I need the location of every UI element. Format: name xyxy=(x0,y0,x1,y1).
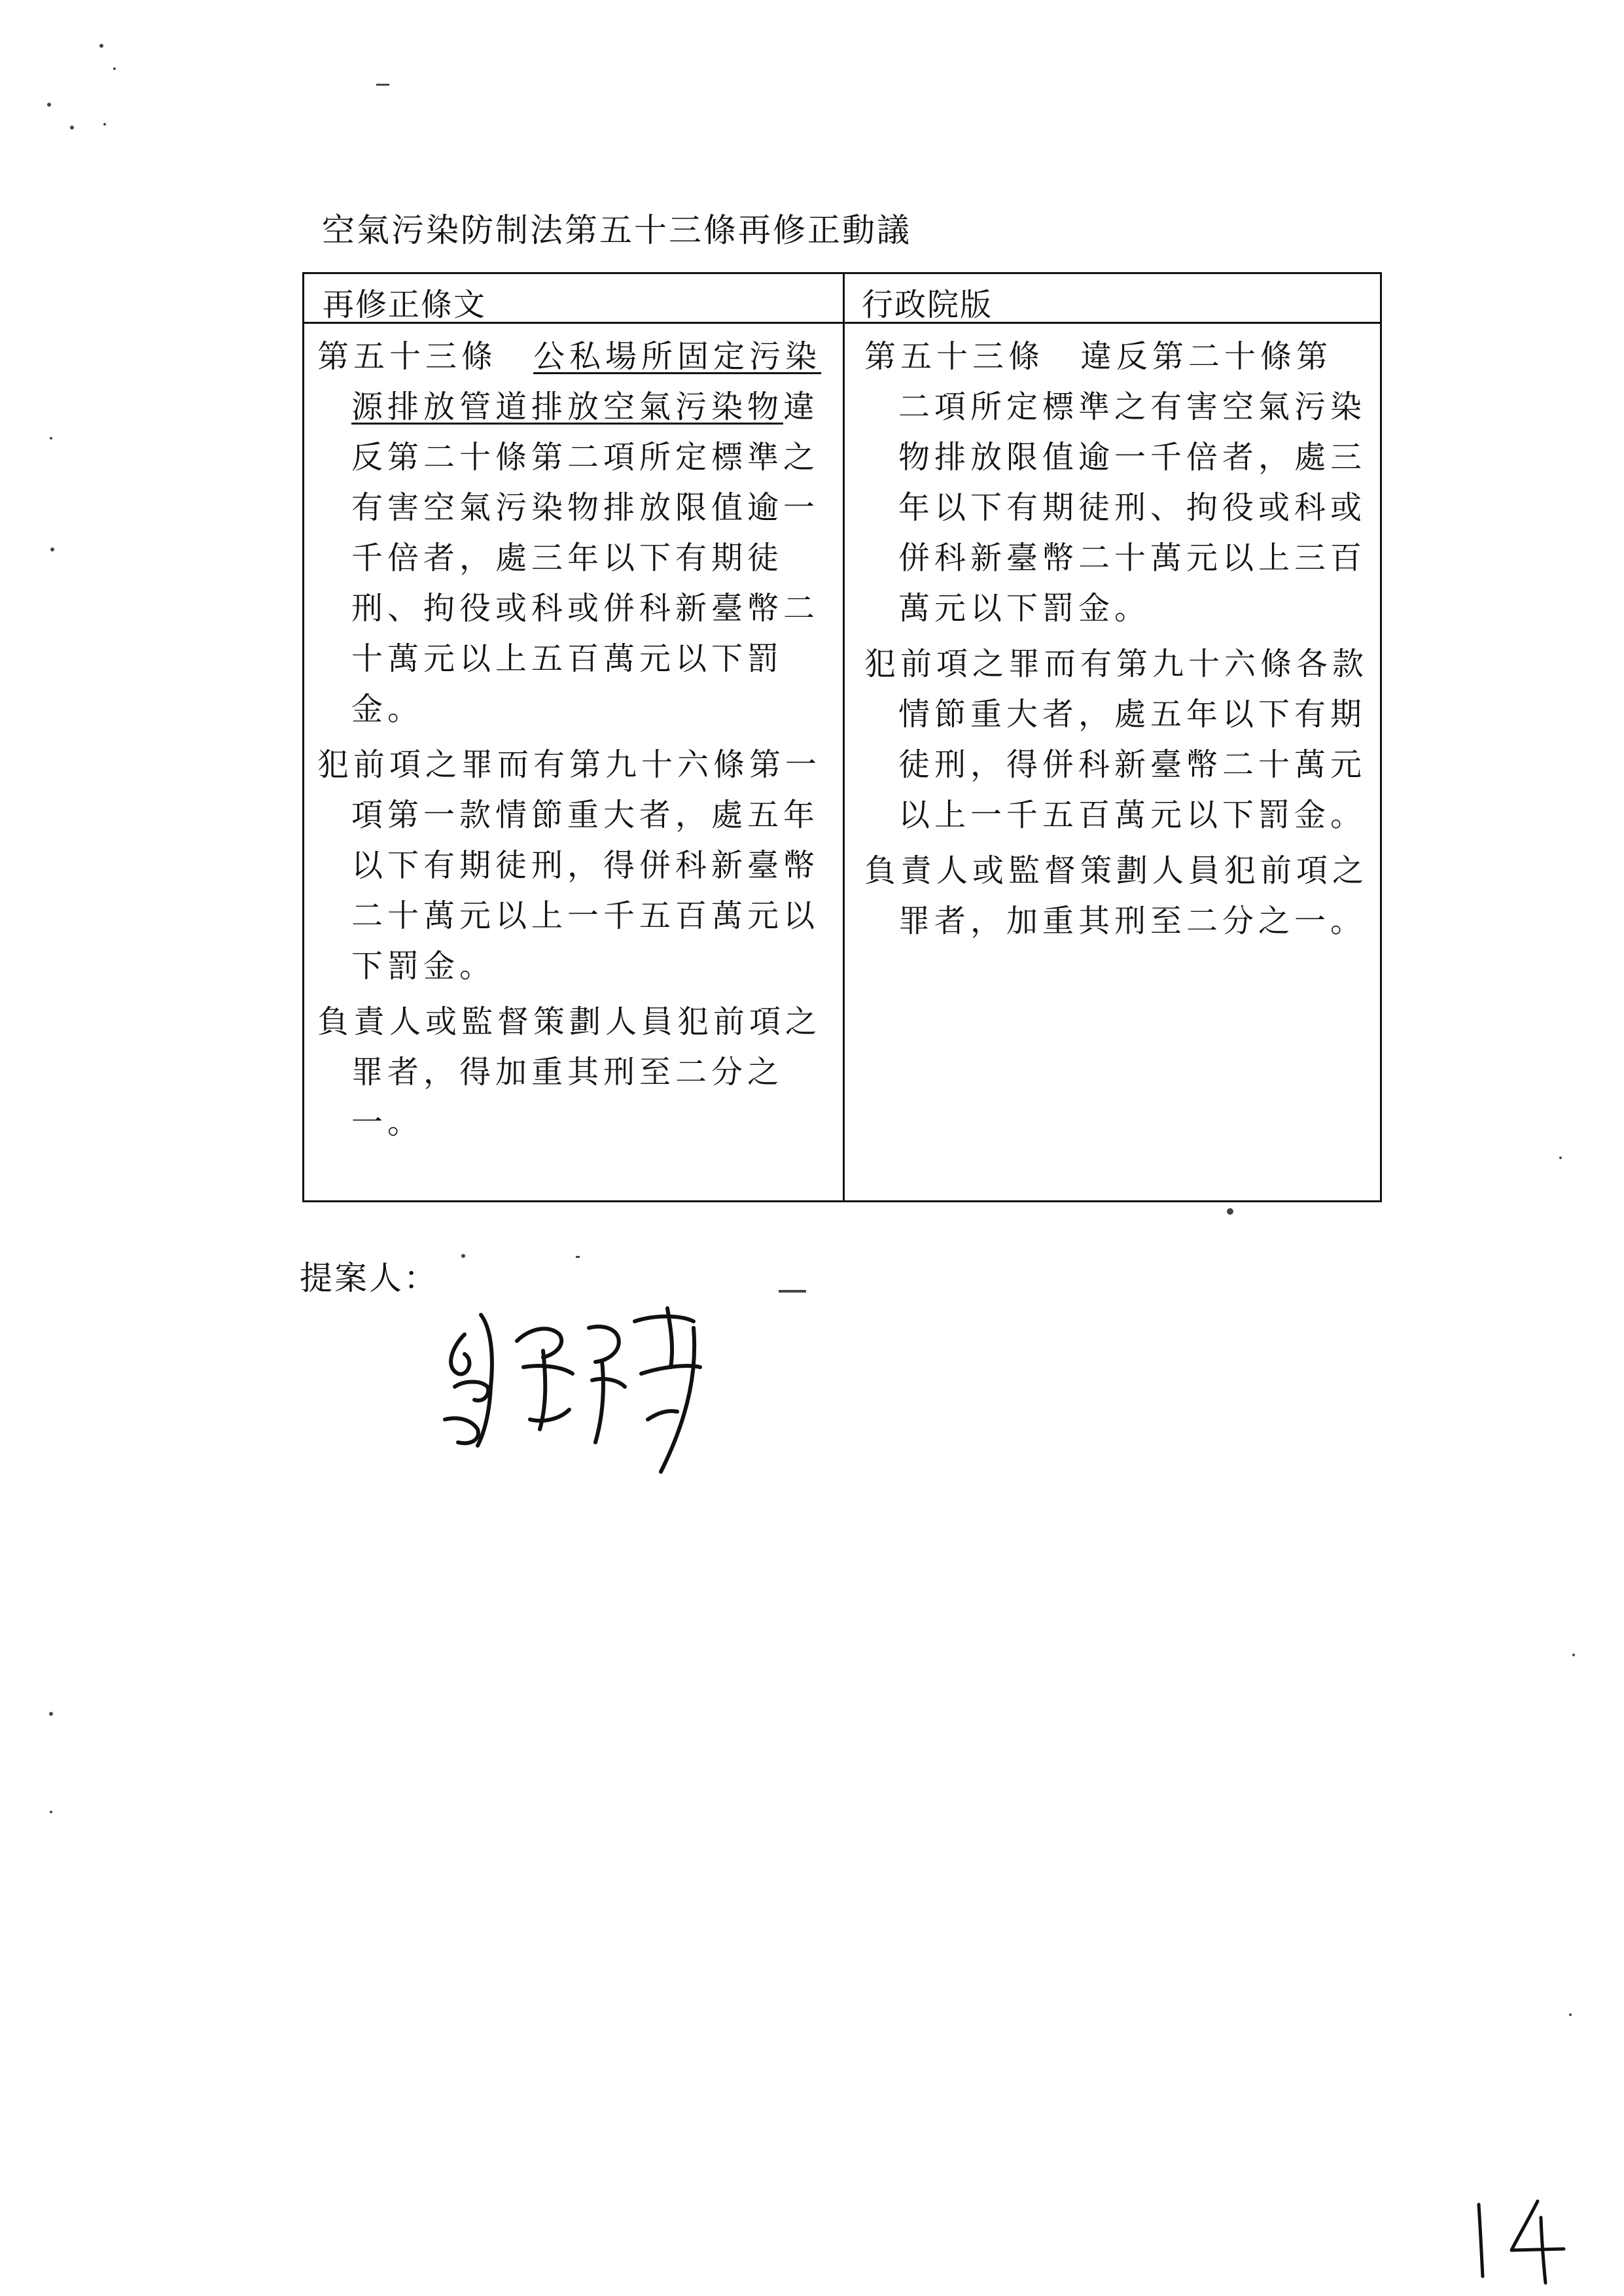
comparison-table xyxy=(302,272,1382,1202)
revised-article-label: 第五十三條 xyxy=(317,338,498,375)
revised-article-text xyxy=(317,332,836,1148)
executive-paragraph-1 xyxy=(864,332,1368,634)
revised-amended-text: 公私場所固定污染源排放管道排放空氣污染物 xyxy=(351,338,822,425)
proposer-label: 提案人： xyxy=(300,1259,438,1297)
executive-article-text xyxy=(864,332,1368,947)
column-divider xyxy=(843,274,845,1200)
handwritten-signature-icon xyxy=(419,1289,772,1478)
executive-paragraph-2: 犯前項之罪而有第九十六條各款情節重大者，處五年以下有期徒刑，得併科新臺幣二十萬元以上一千五百萬元以下罰金。 xyxy=(864,646,1369,833)
column-header-executive: 行政院版 xyxy=(862,287,993,323)
revised-paragraph-2: 犯前項之罪而有第九十六條第一項第一款情節重大者，處五年以下有期徒刑，得併科新臺幣二十萬元以上一千五百萬元以下罰金。 xyxy=(317,746,822,984)
handwritten-page-number-icon xyxy=(1466,2191,1577,2289)
document-title: 空氣污染防制法第五十三條再修正動議 xyxy=(322,211,911,249)
executive-article-label: 第五十三條 xyxy=(864,338,1045,375)
revised-paragraph-3: 負責人或監督策劃人員犯前項之罪者，得加重其刑至二分之一。 xyxy=(317,1003,822,1141)
revised-paragraph-1 xyxy=(317,332,836,735)
executive-paragraph-1-text: 違反第二十條第二項所定標準之有害空氣污染物排放限值逾一千倍者，處三年以下有期徒刑、拘役或科或併科新臺幣二十萬元以上三百萬元以下罰金。 xyxy=(898,338,1367,627)
executive-paragraph-3: 負責人或監督策劃人員犯前項之罪者，加重其刑至二分之一。 xyxy=(864,852,1369,939)
revised-paragraph-1-text: 違反第二十條第二項所定標準之有害空氣污染物排放限值逾一千倍者，處三年以下有期徒刑、拘役或科或併科新臺幣二十萬元以上五百萬元以下罰金。 xyxy=(351,389,820,727)
column-header-revised: 再修正條文 xyxy=(323,287,487,323)
